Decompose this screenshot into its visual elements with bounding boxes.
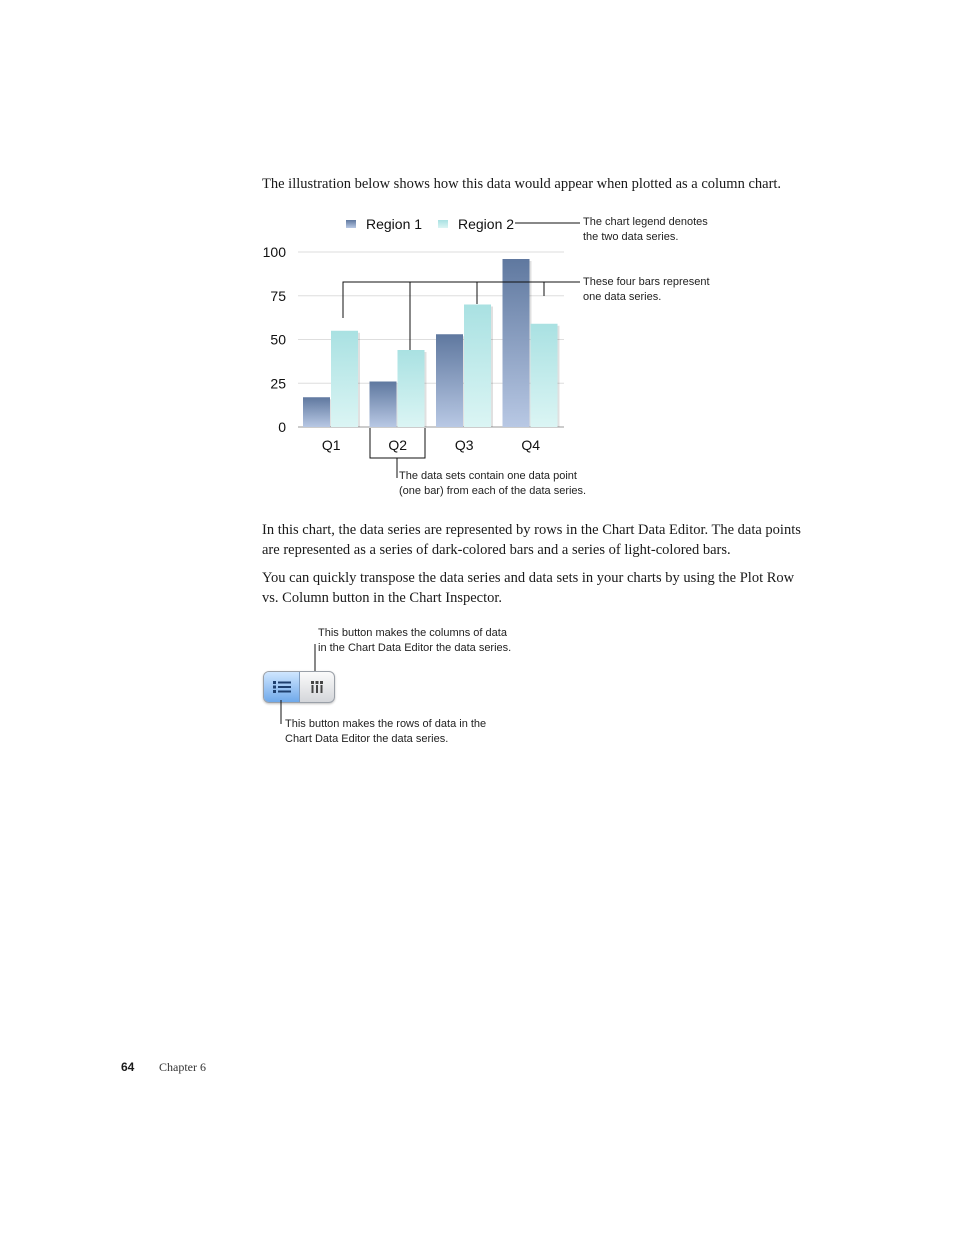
page-number: 64 (121, 1060, 135, 1074)
rows-callout-line2: Chart Data Editor the data series. (285, 733, 449, 745)
legend-label-region2: Region 2 (458, 216, 515, 232)
y-tick-label: 50 (270, 331, 286, 348)
legend-callout-line1: The chart legend denotes (583, 216, 708, 228)
datasets-callout-line2: (one bar) from each of the data series. (399, 485, 587, 497)
columns-callout-line1: This button makes the columns of data (318, 627, 507, 639)
y-tick-label: 0 (278, 419, 286, 435)
bar-region1-q2 (370, 382, 397, 428)
legend (346, 216, 514, 232)
x-tick-label: Q4 (521, 437, 541, 453)
plot-rows-as-series-button[interactable] (264, 672, 300, 702)
columns-grid-icon (309, 680, 325, 694)
paragraph-transpose: You can quickly transpose the data series and data sets in your charts by using the Plot Row vs. Column button in the Chart Inspector. (262, 570, 795, 606)
legend-callout-line2: the two data series. (583, 231, 679, 243)
columns-button-callout (318, 626, 511, 656)
columns-callout-line2: in the Chart Data Editor the data series. (318, 642, 512, 654)
bars-callout-line1: These four bars represent (583, 276, 710, 288)
y-tick-label: 75 (270, 287, 286, 304)
bar-region1-q1 (303, 397, 330, 427)
x-tick-label: Q3 (454, 437, 474, 453)
bars (303, 259, 560, 427)
datasets-callout (399, 469, 586, 499)
columns-callout-pointer (310, 644, 320, 674)
bars-callout-line2: one data series. (583, 291, 662, 303)
rows-callout-line1: This button makes the rows of data in the (285, 718, 487, 730)
bar-region2-q1 (331, 331, 358, 427)
bar-region1-q3 (436, 334, 463, 427)
bar-region1-q4 (503, 259, 530, 427)
legend-label-region1: Region 1 (366, 216, 423, 232)
plot-row-vs-column-control (263, 671, 335, 703)
intro-paragraph: The illustration below shows how this data would appear when plotted as a column chart. (262, 176, 782, 192)
plot-columns-as-series-button[interactable] (299, 672, 334, 702)
legend-callout (583, 215, 708, 245)
datasets-callout-line1: The data sets contain one data point (399, 470, 577, 482)
rows-button-callout (285, 717, 486, 747)
paragraph-data-series: In this chart, the data series are represented by rows in the Chart Data Editor. The data points are represented as a series of dark-colored bars and a series of light-colored bars. (262, 522, 801, 558)
y-axis-ticks (263, 244, 287, 435)
column-chart (255, 205, 725, 505)
x-axis-ticks (322, 437, 540, 453)
legend-swatch-region1 (346, 220, 356, 228)
chapter-label: Chapter 6 (159, 1060, 206, 1074)
x-tick-label: Q2 (388, 437, 408, 453)
x-tick-label: Q1 (321, 437, 341, 453)
bars-callout (583, 275, 710, 305)
legend-swatch-region2 (438, 220, 448, 228)
y-tick-label: 25 (270, 375, 286, 392)
y-tick-label: 100 (262, 244, 286, 260)
bar-region2-q4 (531, 324, 558, 427)
bar-region2-q2 (398, 350, 425, 427)
bar-region2-q3 (464, 305, 491, 428)
rows-list-icon (272, 680, 292, 694)
